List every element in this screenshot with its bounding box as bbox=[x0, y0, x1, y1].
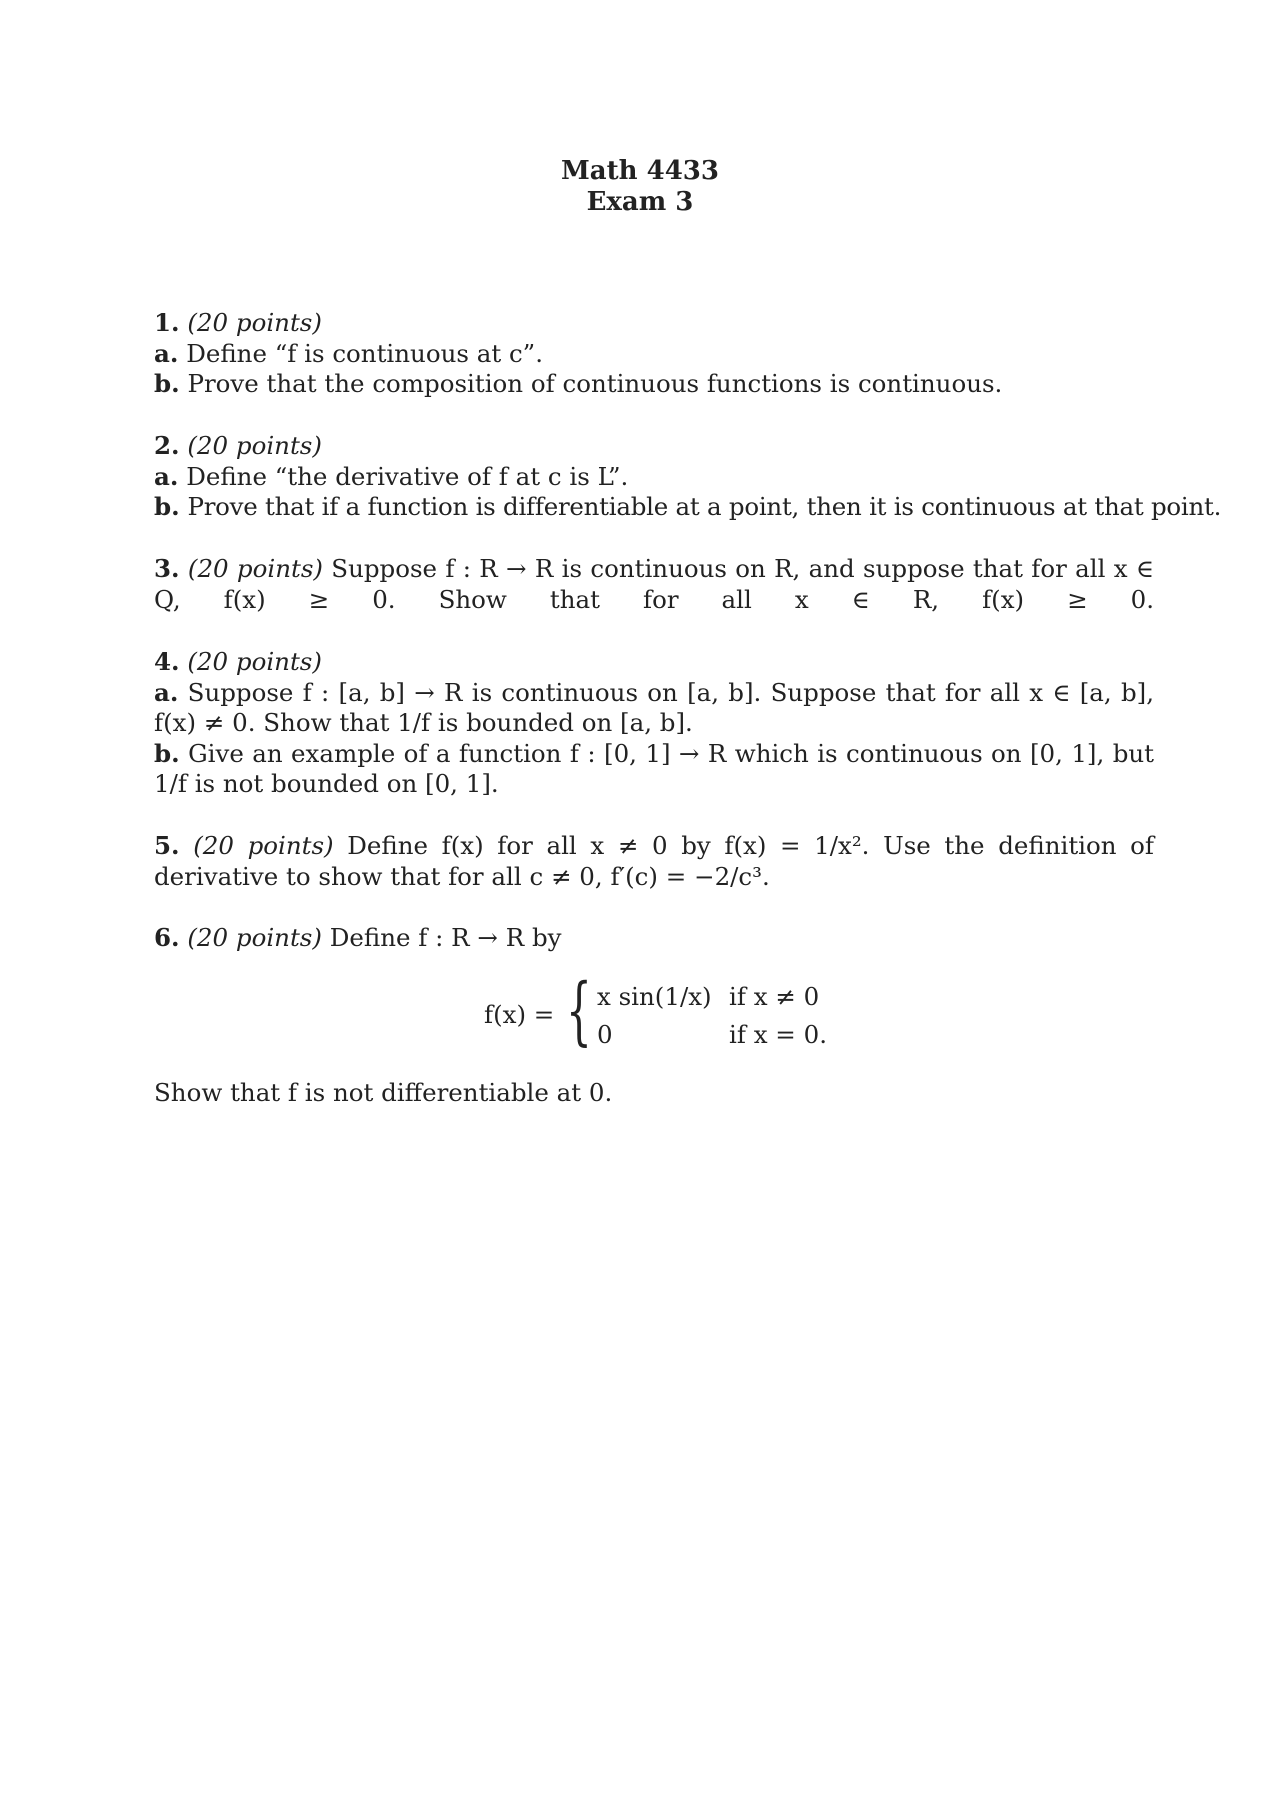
problem-points: (20 points) bbox=[187, 923, 322, 952]
part-label: b. bbox=[154, 369, 180, 398]
problem-number: 3. bbox=[154, 554, 180, 583]
piecewise-lhs: f(x) = bbox=[484, 1000, 555, 1029]
problem-number: 4. bbox=[154, 647, 180, 676]
part-text: Define “f is continuous at c”. bbox=[186, 338, 543, 368]
problem-1 bbox=[154, 308, 1154, 400]
problem-points: (20 points) bbox=[187, 554, 323, 583]
problem-points: (20 points) bbox=[193, 831, 334, 860]
part-label: a. bbox=[154, 338, 179, 368]
case2-condition: if x = 0. bbox=[729, 1020, 827, 1049]
problem-5 bbox=[154, 831, 1154, 892]
problem-points: (20 points) bbox=[187, 431, 322, 460]
problem-text: Define f : R → R by bbox=[329, 923, 562, 952]
part-label: a. bbox=[154, 461, 179, 491]
case2-value: 0 bbox=[597, 1020, 613, 1049]
problem-text: Suppose f : R → R is continuous on R, and suppose that for all x ∈ Q, f(x) ≥ 0. Show that for all x ∈ R, f(x) ≥ 0. bbox=[154, 554, 1154, 614]
problem-number: 1. bbox=[154, 308, 180, 337]
piecewise-definition bbox=[154, 970, 1154, 1060]
problem-number: 2. bbox=[154, 431, 180, 460]
course-title: Math 4433 bbox=[561, 156, 719, 186]
part-text: Suppose f : [a, b] → R is continuous on [a, b]. Suppose that for all x ∈ [a, b], f(x) ≠ 0. Show that 1/f is bounded on [a, b]. bbox=[154, 677, 1154, 737]
left-brace-icon: { bbox=[566, 968, 592, 1054]
problem-6 bbox=[154, 923, 1154, 954]
problem-3 bbox=[154, 554, 1154, 615]
problem-points: (20 points) bbox=[187, 647, 322, 676]
problem-points: (20 points) bbox=[187, 308, 322, 337]
problem-text: Define f(x) for all x ≠ 0 by f(x) = 1/x². Use the definition of derivative to show that for all c ≠ 0, f′(c) = −2/c³. bbox=[154, 831, 1154, 891]
exam-title: Exam 3 bbox=[586, 187, 694, 217]
part-label: a. bbox=[154, 677, 179, 707]
problem-6-conclusion: Show that f is not differentiable at 0. bbox=[154, 1078, 613, 1107]
case1-value: x sin(1/x) bbox=[597, 982, 712, 1011]
part-label: b. bbox=[154, 738, 180, 768]
part-label: b. bbox=[154, 492, 180, 521]
part-text: Prove that if a function is differentiable at a point, then it is continuous at that point. bbox=[187, 492, 1222, 521]
part-text: Define “the derivative of f at c is L”. bbox=[186, 461, 629, 491]
problem-2 bbox=[154, 431, 1222, 523]
part-text: Give an example of a function f : [0, 1] → R which is continuous on [0, 1], but 1/f is not bounded on [0, 1]. bbox=[154, 738, 1154, 798]
problem-4 bbox=[154, 647, 1154, 800]
case1-condition: if x ≠ 0 bbox=[729, 982, 820, 1011]
problem-number: 5. bbox=[154, 831, 180, 860]
part-text: Prove that the composition of continuous functions is continuous. bbox=[187, 369, 1003, 398]
problem-number: 6. bbox=[154, 923, 180, 952]
